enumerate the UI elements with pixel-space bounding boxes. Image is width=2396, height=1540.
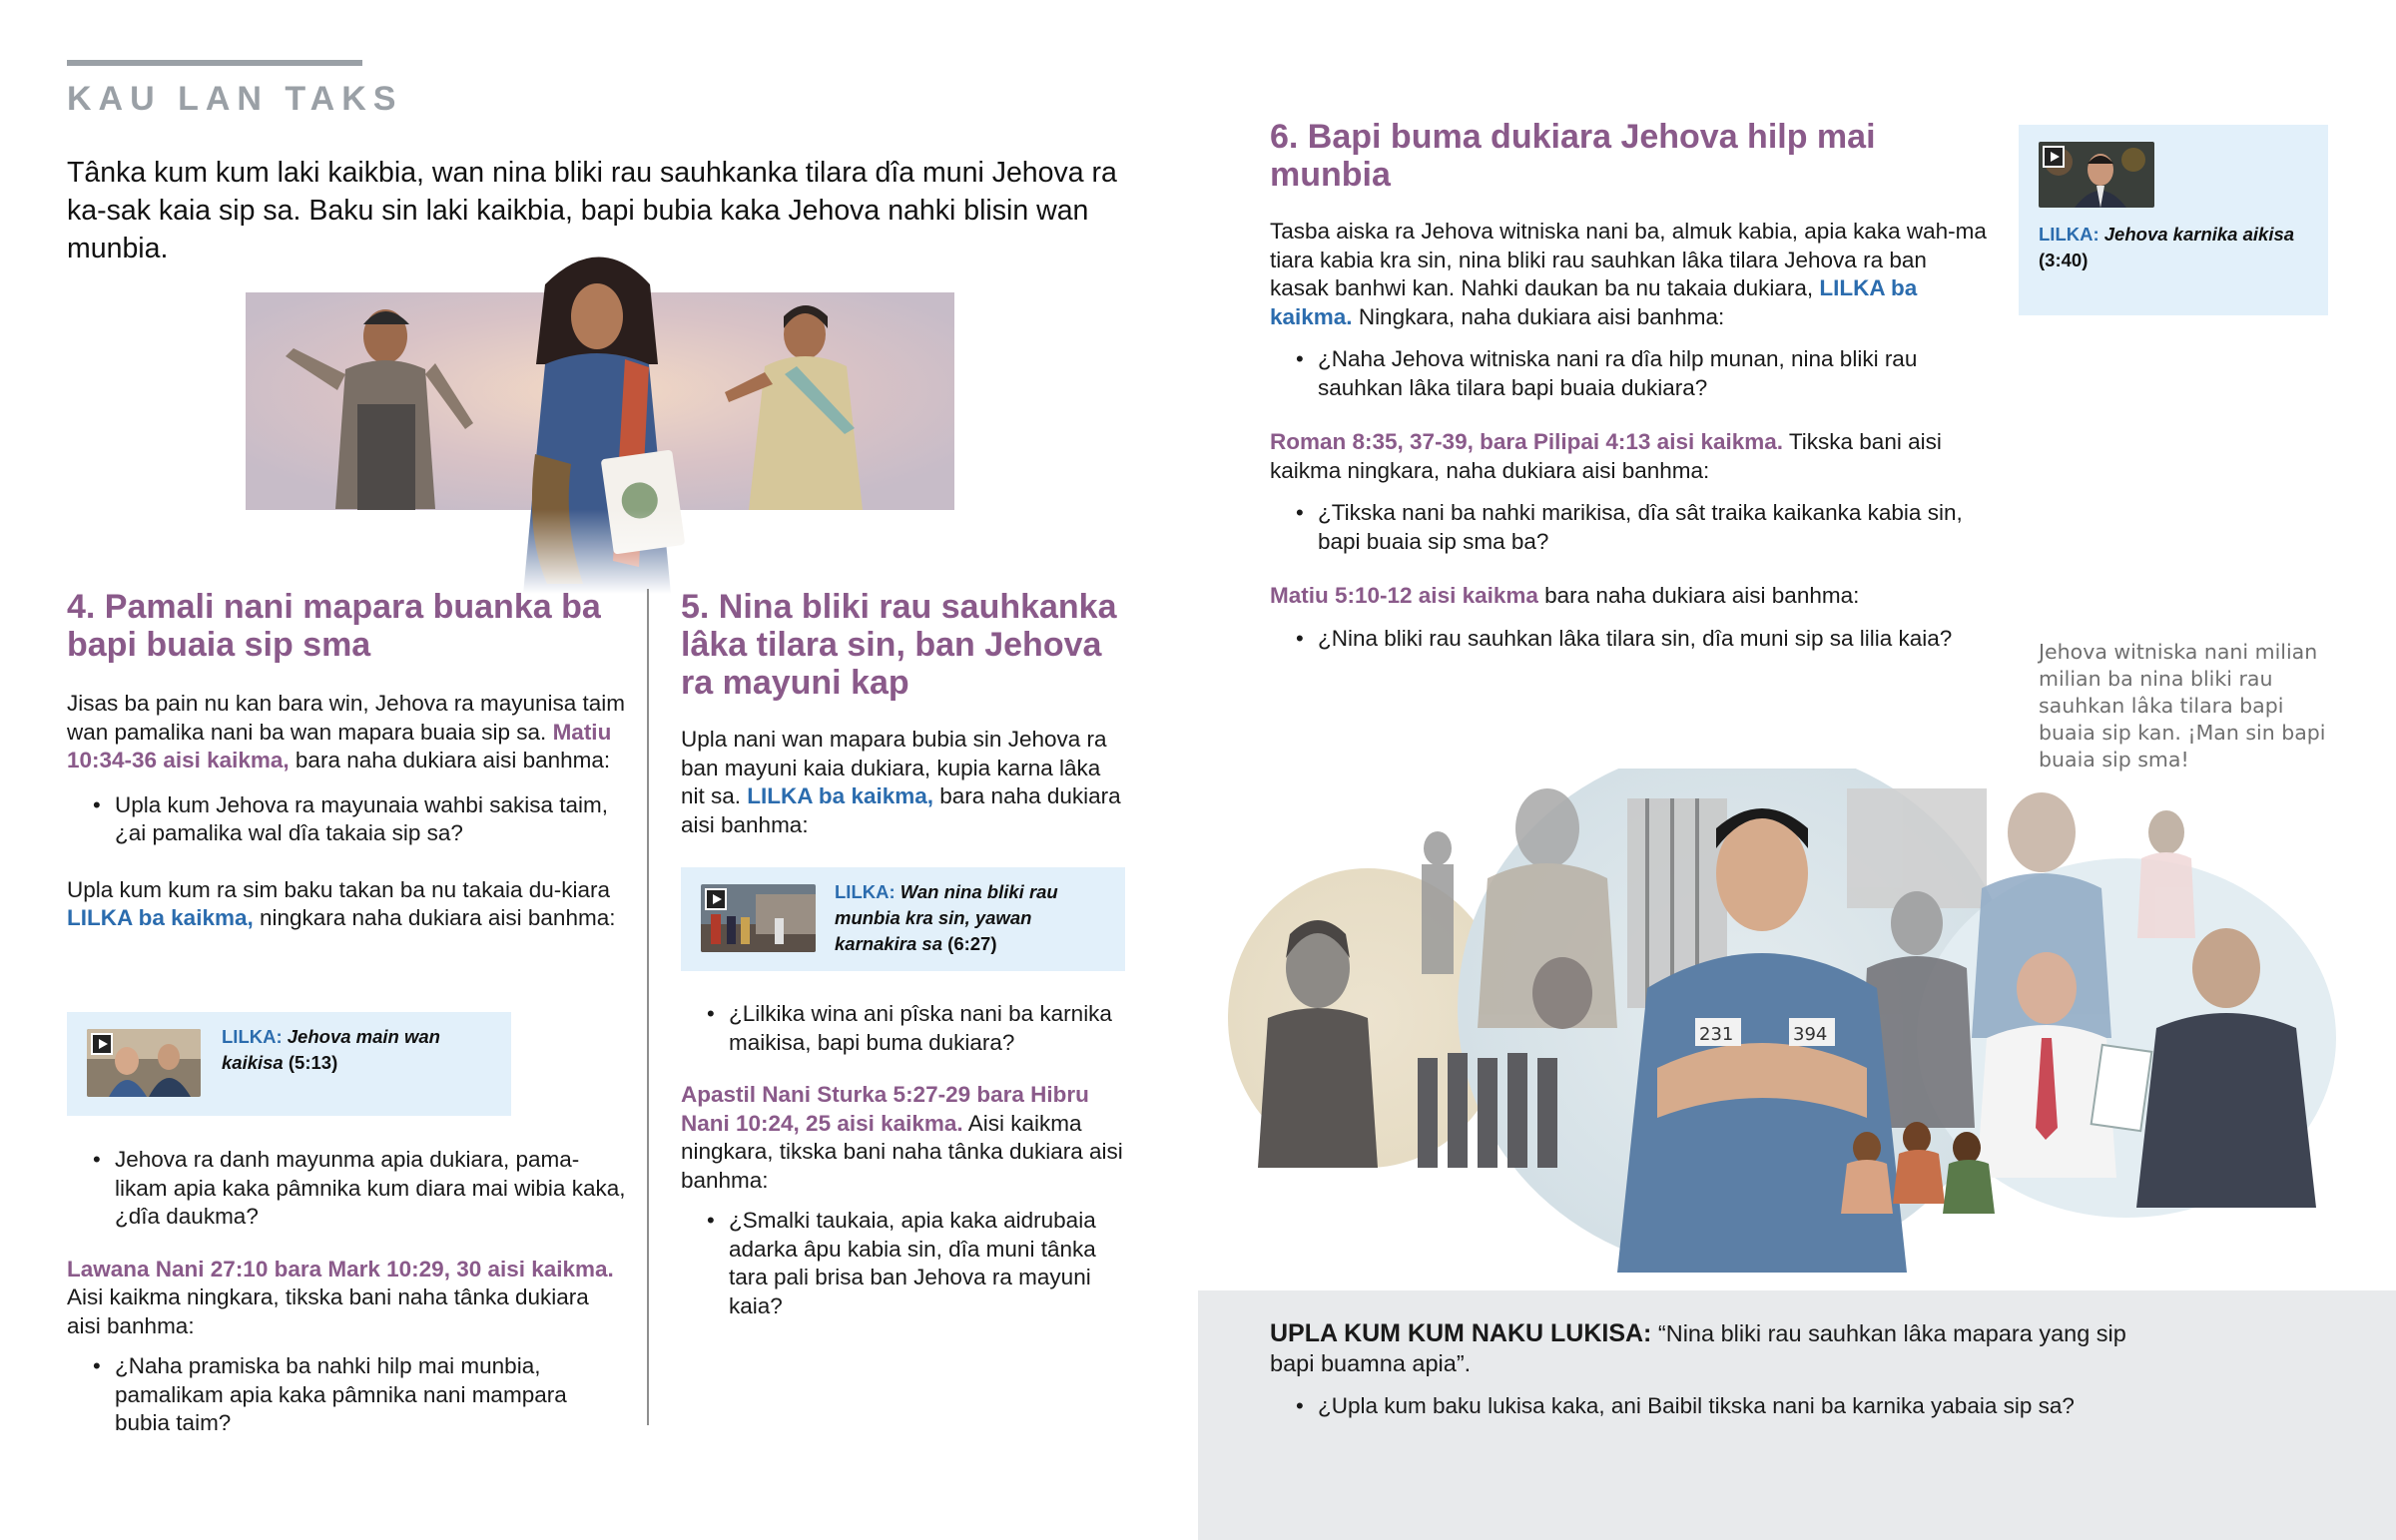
video-label: LILKA: [222,1026,283,1047]
section-5-continued [681,1000,1125,1320]
scripture-ref[interactable]: Lawana Nani 27:10 bara Mark 10:29, 30 aisi kaikma. [67,1256,614,1282]
header-rule [67,60,362,66]
section-4 [67,588,626,933]
video-duration: (5:13) [288,1052,338,1073]
video-label: LILKA: [835,881,896,902]
video-title: Jehova main wan kaikisa [222,1026,440,1073]
svg-text:394: 394 [1793,1024,1828,1045]
video-title: Wan nina bliki rau munbia kra sin, yawan karnakira sa [835,881,1058,954]
column-divider [647,589,649,1425]
video-thumbnail[interactable] [87,1029,201,1097]
scripture-ref[interactable]: Apastil Nani Sturka 5:27-29 bara Hibru Nani 10:24, 25 aisi kaikma. [681,1082,1089,1136]
discussion-lead: UPLA KUM KUM NAKU LUKISA: [1270,1319,1652,1347]
svg-text:231: 231 [1699,1024,1734,1045]
witnesses-collage-illustration [1228,769,2356,1273]
video-thumbnail[interactable] [2039,142,2154,208]
discussion-prompt [1270,1318,2128,1421]
scripture-ref[interactable]: Matiu 5:10-12 aisi kaikma [1270,583,1538,608]
question-bullet: • ¿Naha Jehova witniska nani ra dîa hilp munan, nina bliki rau sauhkan lâka tilara bapi buaia dukiara? [1270,345,1989,402]
discussion-quote: “Nina bliki rau sauhkan lâka mapara yang sip bapi buamna apia”. [1270,1320,2126,1376]
section-6-paragraph-2: Roman 8:35, 37-39, bara Pilipai 4:13 aisi kaikma. Tikska bani aisi kaikma ningkara, naha dukiara aisi banhma: [1270,429,1942,483]
video-thumbnail[interactable] [701,884,816,952]
section-4-paragraph-3: Lawana Nani 27:10 bara Mark 10:29, 30 aisi kaikma. Aisi kaikma ningkara, tikska bani naha tânka dukiara aisi banhma: [67,1256,614,1338]
section-5-paragraph-2: Apastil Nani Sturka 5:27-29 bara Hibru Nani 10:24, 25 aisi kaikma. Aisi kaikma ningkara, tikska bani naha tânka dukiara aisi banhma: [681,1082,1123,1193]
question-bullet: • ¿Upla kum baku lukisa kaka, ani Baibil tikska nani ba karnika yabaia sip sa? [1270,1392,2376,1421]
section-5 [681,588,1125,839]
section-4-heading: 4. Pamali nani mapara buanka ba bapi buaia sip sma [67,588,601,664]
video-link[interactable]: LILKA ba kaikma, [67,905,254,930]
video-box-wan-nina-bliki[interactable] [681,867,1125,971]
question-bullet: • Upla kum Jehova ra mayunaia wahbi sakisa taim, ¿ai pamalika wal dîa takaia sip sa? [67,791,626,848]
video-duration: (3:40) [2039,250,2089,270]
video-link[interactable]: LILKA ba kaikma, [747,783,934,808]
intro-paragraph: Tânka kum kum laki kaikbia, wan nina bliki rau sauhkanka tilara dîa muni Jehova ra ka-sak kaia sip sa. Baku sin laki kaikbia, bapi bubia kaka Jehova nahki blisin wan munbia. [67,157,1117,264]
section-6-paragraph-1: Tasba aiska ra Jehova witniska nani ba, almuk kabia, apia kaka wah-ma tiara kabia kra sin, nina bliki rau sauhkan lâka tilara Jehova ra ban kasak banhwi kan. Nahki daukan ba nu takaia dukiara, LILKA ba kaikma. Ningkara, naha dukiara aisi banhma: [1270,219,1987,329]
question-bullet: • ¿Tikska nani ba nahki marikisa, dîa sât traika kaikanka kabia sin, bapi buaia sip sma ba? [1270,499,1989,556]
section-4-paragraph-2: Upla kum kum ra sim baku takan ba nu takaia du-kiara LILKA ba kaikma, ningkara naha dukiara aisi banhma: [67,876,616,930]
question-bullet: • ¿Lilkika wina ani pîska nani ba karnika maikisa, bapi buma dukiara? [681,1000,1125,1057]
illustration-caption: Jehova witniska nani milian milian ba nina bliki rau sauhkan lâka tilara bapi buaia sip kan. ¡Man sin bapi buaia sip sma! [2039,640,2326,771]
section-5-paragraph-1: Upla nani wan mapara bubia sin Jehova ra ban mayuni kaia dukiara, kupia karna lâka nit sa. LILKA ba kaikma, bara naha dukiara aisi banhma: [681,727,1121,837]
play-icon[interactable] [2043,146,2065,168]
video-box-jehova-main[interactable] [67,1012,511,1116]
scripture-ref[interactable]: Matiu 10:34-36 aisi kaikma, [67,719,612,772]
play-icon[interactable] [705,888,727,910]
section-6 [1270,118,1989,653]
section-label: KAU LAN TAKS [67,80,403,118]
video-link[interactable]: LILKA ba kaikma. [1270,275,1918,329]
section-4-continued [67,1146,626,1438]
section-4-paragraph-1: Jisas ba pain nu kan bara win, Jehova ra mayunisa taim wan pamalika nani ba wan mapara buaia sip sa. Matiu 10:34-36 aisi kaikma, bara naha dukiara aisi banhma: [67,691,626,772]
video-title: Jehova karnika aikisa [2103,224,2295,245]
play-icon[interactable] [91,1033,113,1055]
question-bullet: • ¿Smalki taukaia, apia kaka aidrubaia adarka âpu kabia sin, dîa muni tânka tara pali brisa ban Jehova ra mayuni kaia? [681,1207,1125,1320]
section-5-heading: 5. Nina bliki rau sauhkanka lâka tilara sin, ban Jehova ra mayuni kap [681,588,1117,702]
question-bullet: • Jehova ra danh mayunma apia dukiara, pama-likam apia kaka pâmnika kum diara mai wibia kaka, ¿dîa daukma? [67,1146,626,1232]
section-6-heading: 6. Bapi buma dukiara Jehova hilp mai munbia [1270,118,1876,194]
section-6-paragraph-3: Matiu 5:10-12 aisi kaikma bara naha dukiara aisi banhma: [1270,583,1860,608]
question-bullet: • ¿Naha pramiska ba nahki hilp mai munbia, pamalikam apia kaka pâmnika nani mampara bubia taim? [67,1352,626,1438]
scripture-ref[interactable]: Roman 8:35, 37-39, bara Pilipai 4:13 aisi kaikma. [1270,429,1784,454]
video-label: LILKA: [2039,224,2099,245]
video-box-jehova-karnika[interactable] [2019,125,2328,315]
video-duration: (6:27) [947,933,997,954]
family-illustration [246,255,954,594]
question-bullet: • ¿Nina bliki rau sauhkan lâka tilara sin, dîa muni sip sa lilia kaia? [1270,625,1989,654]
